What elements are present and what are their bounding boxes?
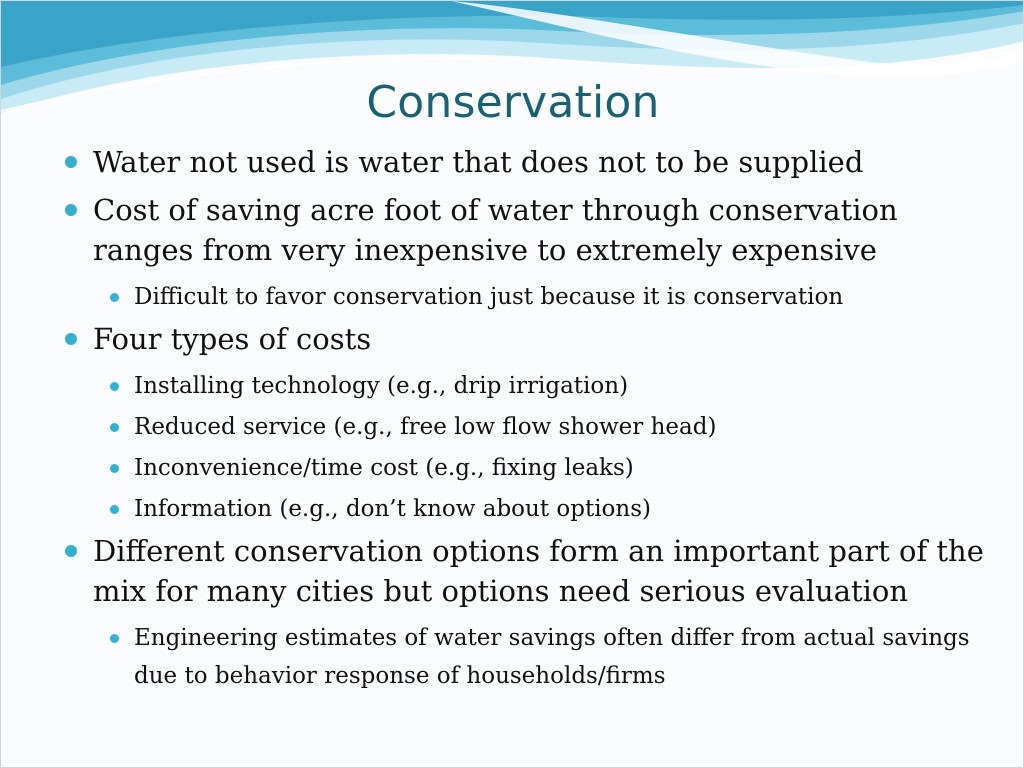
bullet-text: Four types of costs bbox=[93, 322, 372, 356]
sub-bullet-item bbox=[55, 490, 995, 529]
sub-bullet-item bbox=[55, 367, 995, 406]
sub-bullet-dot-icon bbox=[110, 464, 119, 473]
bullet-text: Different conservation options form an important part of the mix for many cities but options need serious evaluation bbox=[93, 534, 984, 608]
bullet-item bbox=[55, 190, 995, 270]
slide-title: Conservation bbox=[366, 77, 660, 128]
bullet-dot-icon bbox=[65, 156, 77, 168]
sub-bullet-text: Installing technology (e.g., drip irrigation) bbox=[134, 373, 629, 399]
sub-bullet-item bbox=[55, 278, 995, 317]
bullet-dot-icon bbox=[65, 545, 77, 557]
sub-bullet-text: Inconvenience/time cost (e.g., fixing leaks) bbox=[134, 455, 634, 481]
sub-bullet-text: Information (e.g., don’t know about options) bbox=[134, 496, 651, 522]
bullet-text: Cost of saving acre foot of water through conservation ranges from very inexpensive to extremely expensive bbox=[93, 193, 898, 267]
sub-bullet-text: Reduced service (e.g., free low flow shower head) bbox=[134, 414, 717, 440]
sub-bullet-dot-icon bbox=[110, 634, 119, 643]
bullet-dot-icon bbox=[65, 204, 77, 216]
sub-bullet-item bbox=[55, 619, 995, 695]
sub-bullet-item bbox=[55, 449, 995, 488]
sub-bullet-dot-icon bbox=[110, 293, 119, 302]
sub-bullet-dot-icon bbox=[110, 423, 119, 432]
bullet-list bbox=[55, 142, 995, 697]
sub-bullet-dot-icon bbox=[110, 382, 119, 391]
bullet-item bbox=[55, 531, 995, 611]
sub-bullet-item bbox=[55, 408, 995, 447]
sub-bullet-dot-icon bbox=[110, 505, 119, 514]
bullet-item bbox=[55, 319, 995, 359]
sub-bullet-text: Engineering estimates of water savings often differ from actual savings due to behavior response of households/firms bbox=[134, 625, 970, 689]
bullet-text: Water not used is water that does not to be supplied bbox=[93, 145, 864, 179]
bullet-dot-icon bbox=[65, 333, 77, 345]
sub-bullet-text: Difficult to favor conservation just because it is conservation bbox=[134, 284, 844, 310]
bullet-item bbox=[55, 142, 995, 182]
